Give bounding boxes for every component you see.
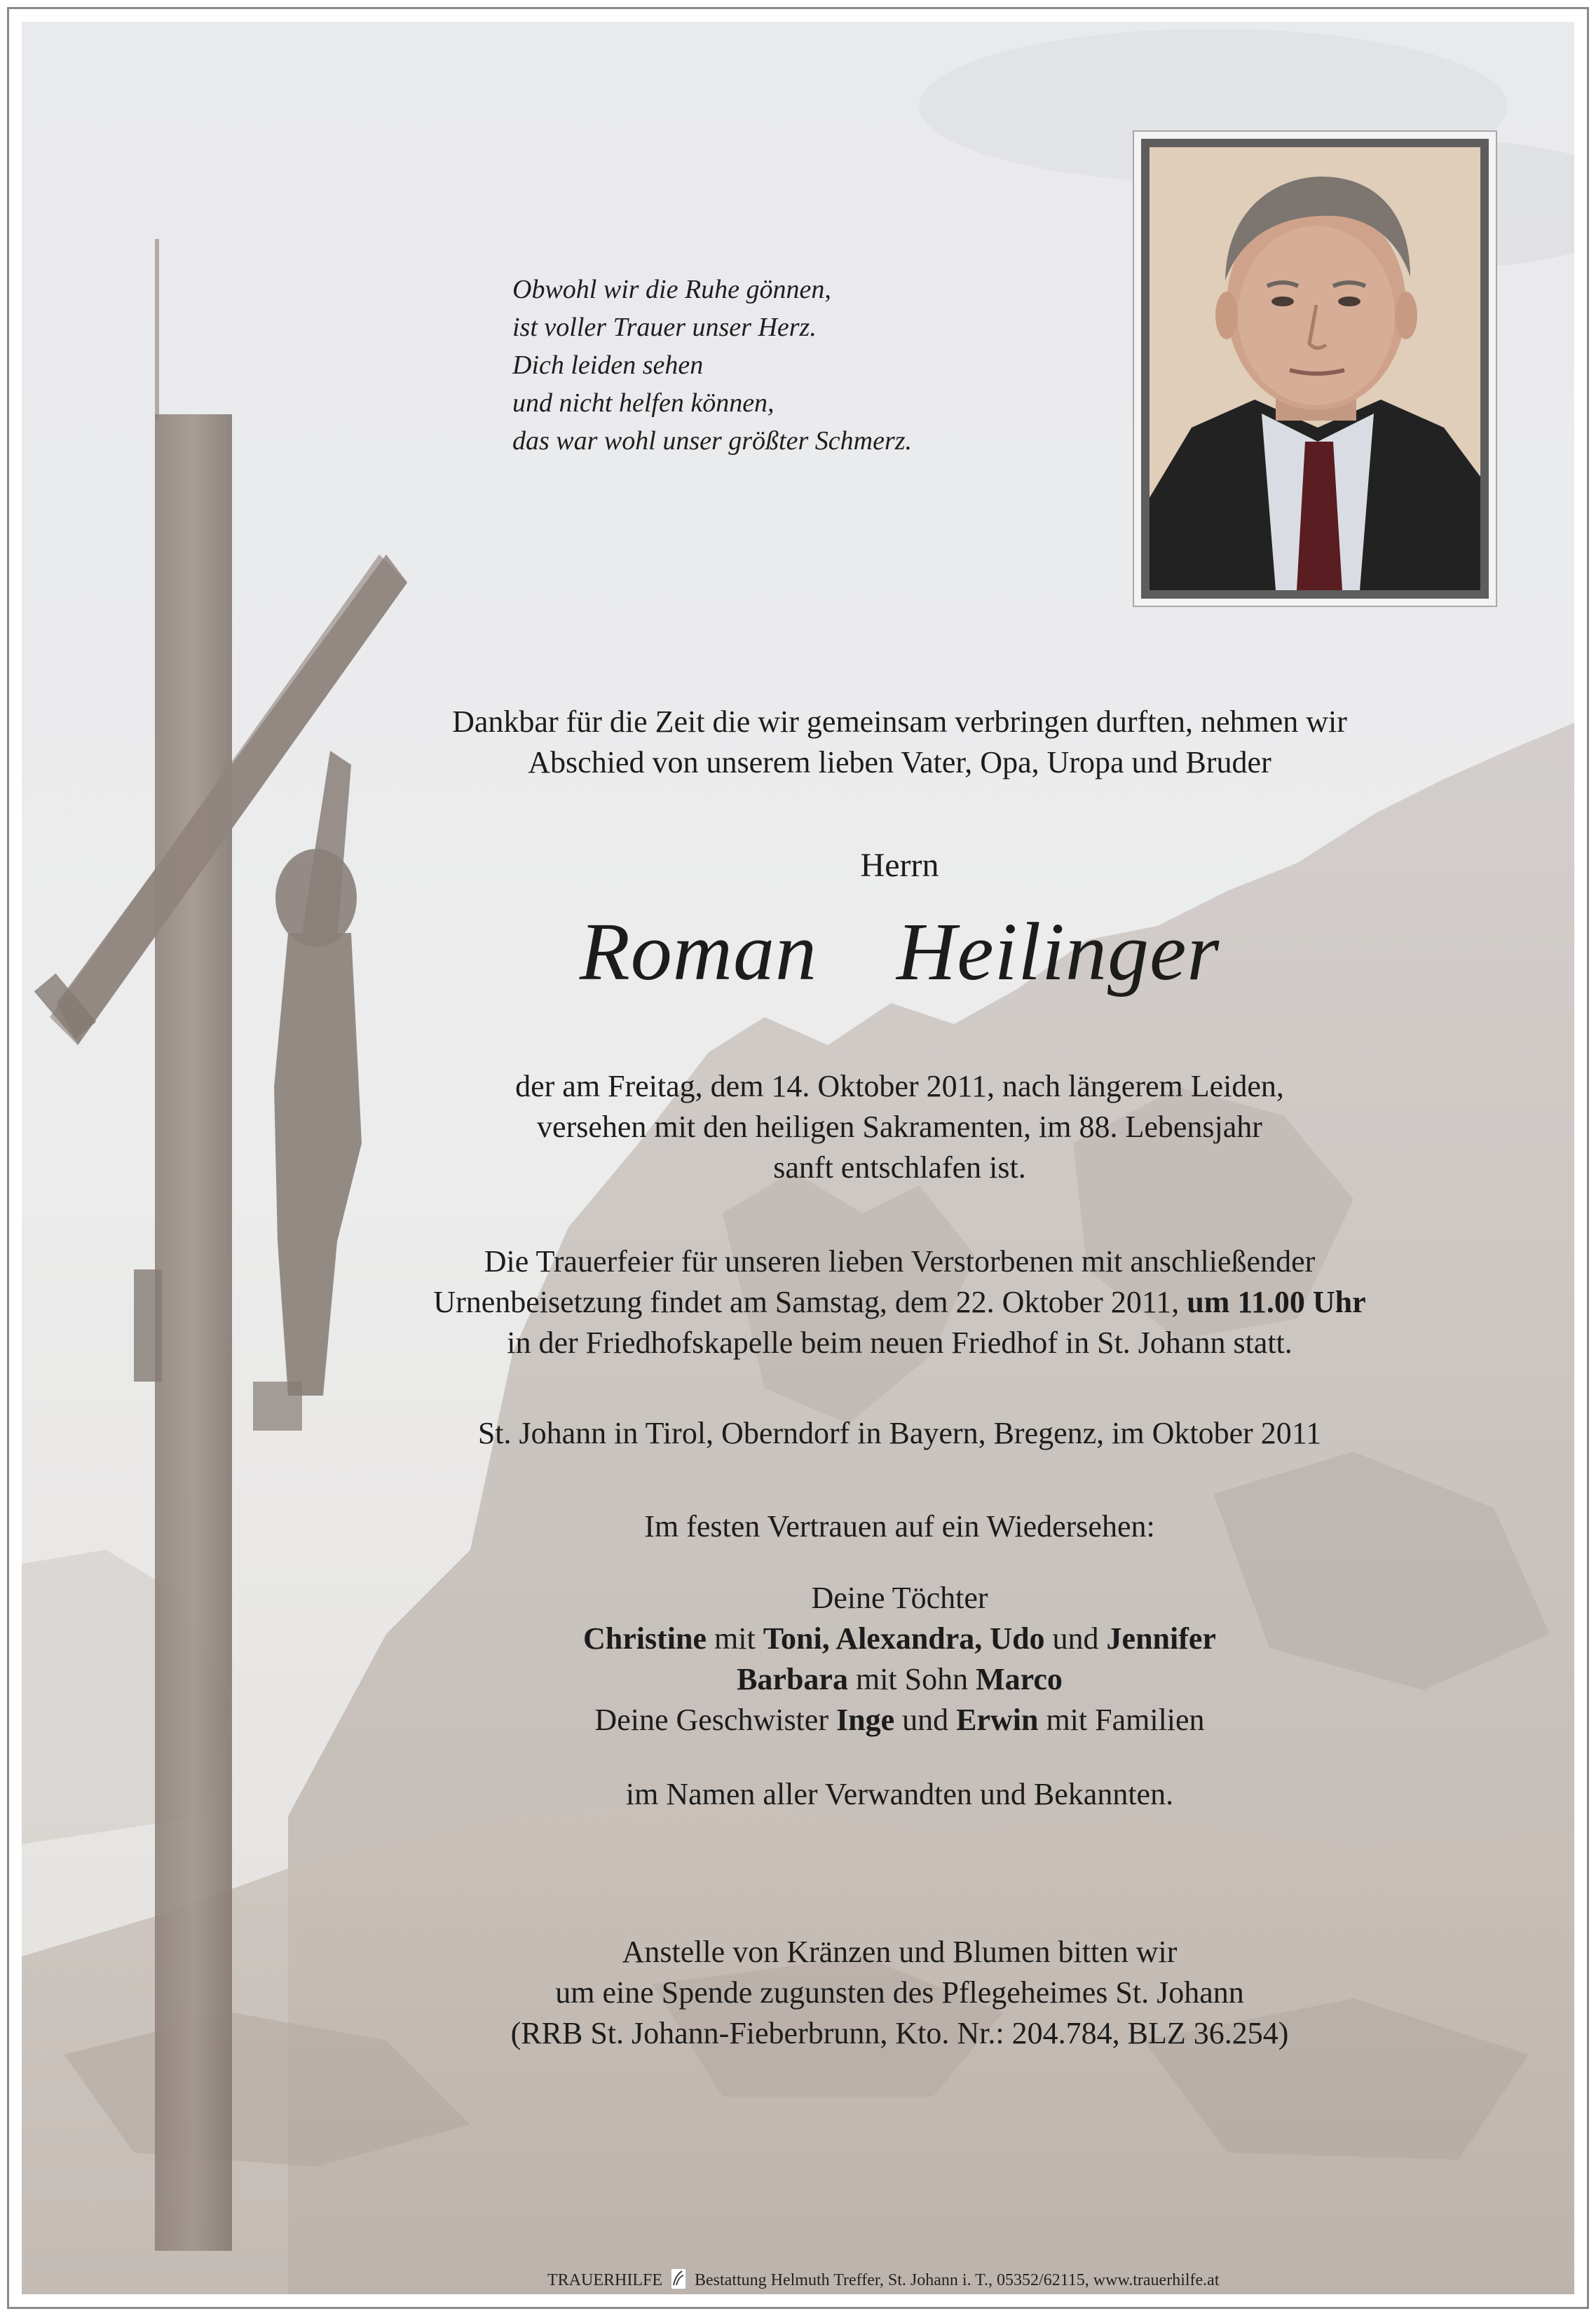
family-line xyxy=(225,1619,1574,1659)
poem-line: ist voller Trauer unser Herz. xyxy=(512,313,817,342)
family-connector: und xyxy=(1044,1621,1107,1656)
funeral-line xyxy=(225,1282,1574,1323)
family-line xyxy=(225,1659,1574,1700)
death-notice xyxy=(22,1066,1574,1188)
poem-line: Obwohl wir die Ruhe gönnen, xyxy=(512,275,831,304)
poem-line: Dich leiden sehen xyxy=(512,350,704,380)
intro-text xyxy=(22,702,1574,783)
place-date: St. Johann in Tirol, Oberndorf in Bayern, Bregenz, im Oktober 2011 xyxy=(477,1416,1322,1450)
deceased-name: Roman Heilinger xyxy=(579,906,1220,997)
poem-line: das war wohl unser größter Schmerz. xyxy=(512,426,913,456)
poem xyxy=(512,271,1045,460)
portrait-frame xyxy=(1133,130,1497,607)
donation-line: Anstelle von Kränzen und Blumen bitten wir xyxy=(622,1935,1178,1969)
death-notice-line: sanft entschlafen ist. xyxy=(773,1150,1026,1185)
family-connector: Deine Geschwister xyxy=(594,1703,836,1737)
footer-text: Bestattung Helmuth Treffer, St. Johann i. T., 05352/62115, www.trauerhilfe.at xyxy=(695,2271,1220,2289)
footer-brand: TRAUERHILFE xyxy=(547,2271,662,2289)
death-notice-line: der am Freitag, dem 14. Oktober 2011, nach längerem Leiden, xyxy=(515,1069,1284,1103)
trauerhilfe-logo-icon xyxy=(671,2268,686,2289)
portrait-photo xyxy=(1141,139,1489,599)
family-list xyxy=(22,1578,1574,1741)
trust-line: Im festen Vertrauen auf ein Wiedersehen: xyxy=(644,1509,1155,1544)
family-line xyxy=(225,1700,1574,1741)
family-name: Toni, Alexandra, Udo xyxy=(763,1621,1045,1656)
donation-line: um eine Spende zugunsten des Pflegeheimes St. Johann xyxy=(555,1975,1244,2010)
relatives-line: im Namen aller Verwandten und Bekannten. xyxy=(625,1777,1174,1811)
funeral-details xyxy=(22,1241,1574,1363)
family-connector: und xyxy=(894,1703,957,1737)
intro-line: Dankbar für die Zeit die wir gemeinsam verbringen durften, nehmen wir xyxy=(452,704,1347,739)
family-connector: mit Sohn xyxy=(847,1662,976,1696)
daughters-heading: Deine Töchter xyxy=(811,1581,988,1615)
family-name: Christine xyxy=(583,1621,707,1656)
family-name: Marco xyxy=(976,1662,1063,1696)
family-name: Jennifer xyxy=(1106,1621,1216,1656)
family-name: Erwin xyxy=(956,1703,1039,1737)
obituary-frame xyxy=(22,22,1574,2294)
funeral-date-text: Urnenbeisetzung findet am Samstag, dem 22. Oktober 2011, xyxy=(433,1285,1180,1319)
salutation: Herrn xyxy=(860,847,939,884)
family-name: Barbara xyxy=(737,1662,848,1696)
funeral-time: um 11.00 Uhr xyxy=(1187,1285,1366,1319)
obituary-page xyxy=(7,7,1589,2309)
family-connector: mit xyxy=(707,1621,763,1656)
donation-line: (RRB St. Johann-Fieberbrunn, Kto. Nr.: 204.784, BLZ 36.254) xyxy=(510,2016,1289,2050)
funeral-home-footer xyxy=(547,2268,1529,2291)
funeral-line: in der Friedhofskapelle beim neuen Friedhof in St. Johann statt. xyxy=(507,1326,1293,1360)
donation-request xyxy=(22,1932,1574,2054)
family-connector: mit Familien xyxy=(1038,1703,1205,1737)
poem-line: und nicht helfen können, xyxy=(512,388,775,418)
intro-line: Abschied von unserem lieben Vater, Opa, Uropa und Bruder xyxy=(528,745,1271,779)
funeral-line: Die Trauerfeier für unseren lieben Verstorbenen mit anschließender xyxy=(484,1244,1316,1279)
family-name: Inge xyxy=(835,1703,895,1737)
portrait-illustration xyxy=(1150,147,1480,590)
death-notice-line: versehen mit den heiligen Sakramenten, im 88. Lebensjahr xyxy=(537,1110,1262,1144)
